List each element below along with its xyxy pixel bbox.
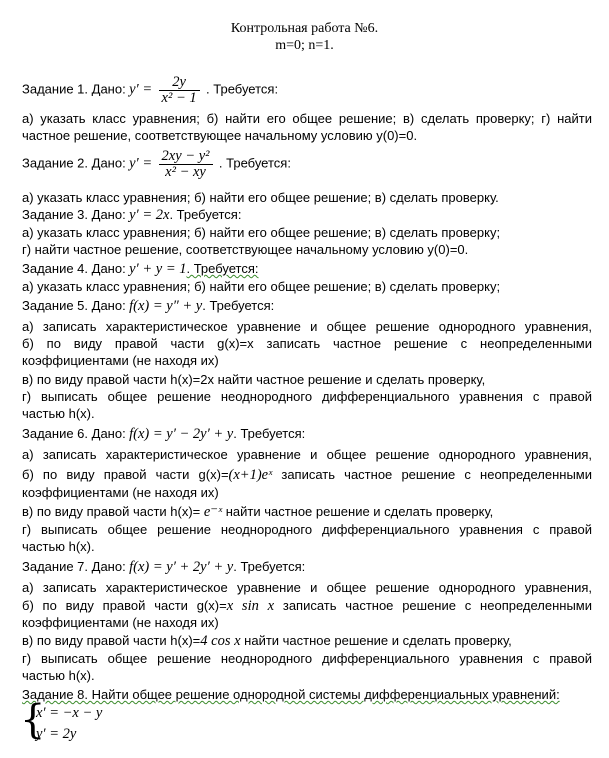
task-5-line-5: г) выписать общее решение неоднородного дифференциального уравнения с правой (22, 389, 592, 404)
task-2-heading (22, 149, 592, 180)
system-brace: { (20, 697, 46, 743)
task-5-equation: f(x) = y″ + y (129, 298, 203, 314)
task-4-heading (22, 260, 592, 278)
task-7-line-4-a: в) по виду правой части h(x)= (22, 633, 201, 648)
task-4-label: Задание 4. Дано: (22, 261, 126, 276)
task-1-line-2: частное решение, соответствующее начальному условию y(0)=0. (22, 128, 418, 143)
document-params: m=0; n=1. (275, 38, 334, 53)
task-5-line-4: в) по виду правой части h(x)=2x найти частное решение и сделать проверку, (22, 372, 486, 387)
task-3-equation: y′ = 2x (129, 207, 170, 223)
task-6-line-3: коэффициентами (не находя их) (22, 485, 219, 500)
task-1-line-1: а) указать класс уравнения; б) найти его общее решение; в) сделать проверку; г) найти (22, 111, 592, 126)
task-6-line-2-a: б) по виду правой части g(x)= (22, 467, 229, 482)
task-3-req: . Требуется: (169, 207, 242, 222)
task-7-line-2-a: б) по виду правой части g(x)= (22, 598, 227, 613)
task-5-line-6: частью h(x). (22, 406, 95, 421)
task-3-line-2: г) найти частное решение, соответствующее начальному условию y(0)=0. (22, 242, 469, 257)
task-5-label: Задание 5. Дано: (22, 298, 126, 313)
task-7-equation: f(x) = y′ + 2y′ + y (129, 559, 234, 575)
task-5-req: . Требуется: (202, 298, 275, 313)
task-6-line-4 (22, 503, 592, 521)
task-8-system-eq-1: x′ = −x − y (36, 705, 103, 721)
task-6-line-4-a: в) по виду правой части h(x)= (22, 504, 204, 519)
task-7-line-1: а) записать характеристическое уравнение и общее решение однородного уравнения, (22, 580, 592, 595)
task-1-fraction (159, 75, 200, 106)
task-7-label: Задание 7. Дано: (22, 559, 126, 574)
task-1-eq-lhs: y′ = (129, 81, 153, 98)
task-8-label: Задание 8. Найти общее решение однородной системы дифференциальных уравнений: (22, 687, 560, 702)
task-8-system-eq-2: y′ = 2y (36, 726, 77, 742)
task-6-line-2-b: записать частное решение с неопределенными (272, 467, 592, 482)
task-7-line-4-math: 4 cos x (200, 633, 241, 649)
task-7-line-4-b: найти частное решение и сделать проверку, (240, 633, 512, 648)
task-7-line-5: г) выписать общее решение неоднородного дифференциального уравнения с правой (22, 651, 592, 666)
task-7-line-6: частью h(x). (22, 668, 95, 683)
task-7-line-2 (22, 597, 592, 615)
document-title: Контрольная работа №6. (230, 21, 379, 36)
task-3-label: Задание 3. Дано: (22, 207, 126, 222)
task-6-line-4-math: e⁻ˣ (203, 504, 223, 520)
task-7-line-2-b: записать частное решение с неопределенными (274, 598, 593, 613)
task-1-frac-num: 2y (159, 75, 200, 91)
task-6-heading (22, 425, 592, 443)
task-2-label: Задание 2. Дано: (22, 155, 126, 171)
task-3-line-1: а) указать класс уравнения; б) найти его общее решение; в) сделать проверку; (22, 225, 501, 240)
task-6-equation: f(x) = y′ − 2y′ + y (129, 426, 234, 442)
task-6-line-2-math: (x+1)eˣ (228, 467, 273, 483)
task-6-line-1: а) записать характеристическое уравнение и общее решение однородного уравнения, (22, 447, 592, 462)
task-6-line-5: г) выписать общее решение неоднородного дифференциального уравнения с правой (22, 522, 592, 537)
task-1-frac-den: x² − 1 (161, 90, 197, 106)
task-7-line-3: коэффициентами (не находя их) (22, 615, 219, 630)
task-2-frac-num: 2xy − y² (159, 149, 213, 165)
task-6-line-6: частью h(x). (22, 539, 95, 554)
task-5-heading (22, 297, 592, 315)
task-4-equation: y′ + y = 1 (129, 261, 187, 277)
task-5-line-2: б) по виду правой части g(x)=x записать частное решение с неопределенными (22, 336, 592, 351)
task-1-label: Задание 1. Дано: (22, 81, 126, 97)
task-1-req: . Требуется: (206, 81, 279, 97)
task-3-heading (22, 206, 592, 224)
task-7-heading (22, 558, 592, 576)
task-2-eq-lhs: y′ = (129, 155, 153, 172)
task-6-label: Задание 6. Дано: (22, 426, 126, 441)
task-8-heading (22, 686, 592, 703)
task-2-req: . Требуется: (218, 155, 291, 171)
task-4-req: . Требуется: (186, 261, 259, 276)
task-2-line-1: а) указать класс уравнения; б) найти его общее решение; в) сделать проверку. (22, 190, 499, 205)
task-7-req: . Требуется: (233, 559, 306, 574)
task-1-heading (22, 75, 592, 106)
task-7-line-4 (22, 632, 592, 650)
task-6-line-2 (22, 466, 592, 484)
task-5-line-1: а) записать характеристическое уравнение и общее решение однородного уравнения, (22, 319, 592, 334)
task-6-req: . Требуется: (233, 426, 306, 441)
task-5-line-3: коэффициентами (не находя их) (22, 353, 219, 368)
task-6-line-4-b: найти частное решение и сделать проверку, (222, 504, 494, 519)
task-2-frac-den: x² − xy (165, 164, 206, 180)
task-2-fraction (159, 149, 213, 180)
task-4-line-1: а) указать класс уравнения; б) найти его общее решение; в) сделать проверку; (22, 279, 501, 294)
task-7-line-2-math: x sin x (226, 598, 275, 614)
